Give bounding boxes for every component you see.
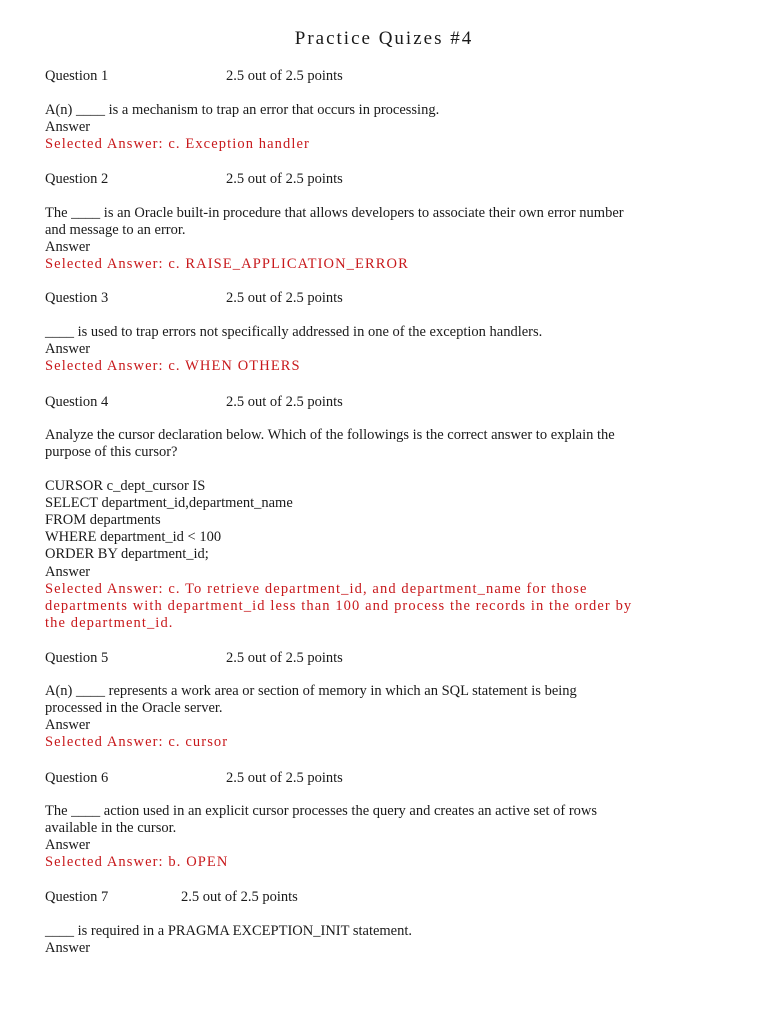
answer-label: Answer — [45, 119, 91, 135]
question-score: 2.5 out of 2.5 points — [226, 394, 343, 410]
question-7-header — [45, 889, 298, 906]
question-text: Analyze the cursor declaration below. Which of the followings is the correct answer to explain the — [45, 427, 615, 443]
question-text: A(n) ____ represents a work area or section of memory in which an SQL statement is being — [45, 683, 577, 699]
answer-label: Answer — [45, 564, 91, 580]
selected-answer: the department_id. — [45, 615, 174, 631]
question-label: Question 3 — [45, 290, 109, 306]
code-line: SELECT department_id,department_name — [45, 495, 293, 511]
selected-answer: Selected Answer: c. RAISE_APPLICATION_ERROR — [45, 256, 409, 272]
selected-answer: departments with department_id less than 100 and process the records in the order by — [45, 598, 633, 614]
question-score: 2.5 out of 2.5 points — [226, 650, 343, 666]
code-line: CURSOR c_dept_cursor IS — [45, 478, 206, 494]
question-6-header — [45, 770, 343, 787]
question-score: 2.5 out of 2.5 points — [226, 171, 343, 187]
question-label: Question 5 — [45, 650, 109, 666]
question-text: A(n) ____ is a mechanism to trap an error that occurs in processing. — [45, 102, 440, 118]
selected-answer: Selected Answer: c. WHEN OTHERS — [45, 358, 301, 374]
question-text: purpose of this cursor? — [45, 444, 178, 460]
answer-label: Answer — [45, 717, 91, 733]
selected-answer: Selected Answer: c. Exception handler — [45, 136, 310, 152]
question-text: The ____ action used in an explicit cursor processes the query and creates an active set of rows — [45, 803, 598, 819]
answer-label: Answer — [45, 341, 91, 357]
question-text: ____ is required in a PRAGMA EXCEPTION_INIT statement. — [45, 923, 413, 939]
question-label: Question 4 — [45, 394, 109, 410]
question-label: Question 1 — [45, 68, 109, 84]
question-score: 2.5 out of 2.5 points — [226, 290, 343, 306]
question-label: Question 6 — [45, 770, 109, 786]
answer-label: Answer — [45, 940, 91, 956]
code-line: ORDER BY department_id; — [45, 546, 209, 562]
answer-label: Answer — [45, 837, 91, 853]
question-text: available in the cursor. — [45, 820, 177, 836]
question-score: 2.5 out of 2.5 points — [181, 889, 298, 905]
selected-answer: Selected Answer: b. OPEN — [45, 854, 229, 870]
question-4-header — [45, 394, 343, 411]
question-label: Question 7 — [45, 889, 109, 905]
page-title: Practice Quizes #4 — [294, 28, 474, 49]
answer-label: Answer — [45, 239, 91, 255]
question-score: 2.5 out of 2.5 points — [226, 770, 343, 786]
question-text: processed in the Oracle server. — [45, 700, 223, 716]
question-5-header — [45, 650, 343, 667]
code-line: WHERE department_id < 100 — [45, 529, 222, 545]
question-1-header — [45, 68, 343, 85]
question-3-header — [45, 290, 343, 307]
selected-answer: Selected Answer: c. To retrieve department_id, and department_name for those — [45, 581, 588, 597]
code-line: FROM departments — [45, 512, 161, 528]
question-score: 2.5 out of 2.5 points — [226, 68, 343, 84]
selected-answer: Selected Answer: c. cursor — [45, 734, 229, 750]
question-text: ____ is used to trap errors not specifically addressed in one of the exception handlers. — [45, 324, 543, 340]
question-2-header — [45, 171, 343, 188]
question-text: The ____ is an Oracle built-in procedure that allows developers to associate their own error number — [45, 205, 624, 221]
question-label: Question 2 — [45, 171, 109, 187]
question-text: and message to an error. — [45, 222, 186, 238]
